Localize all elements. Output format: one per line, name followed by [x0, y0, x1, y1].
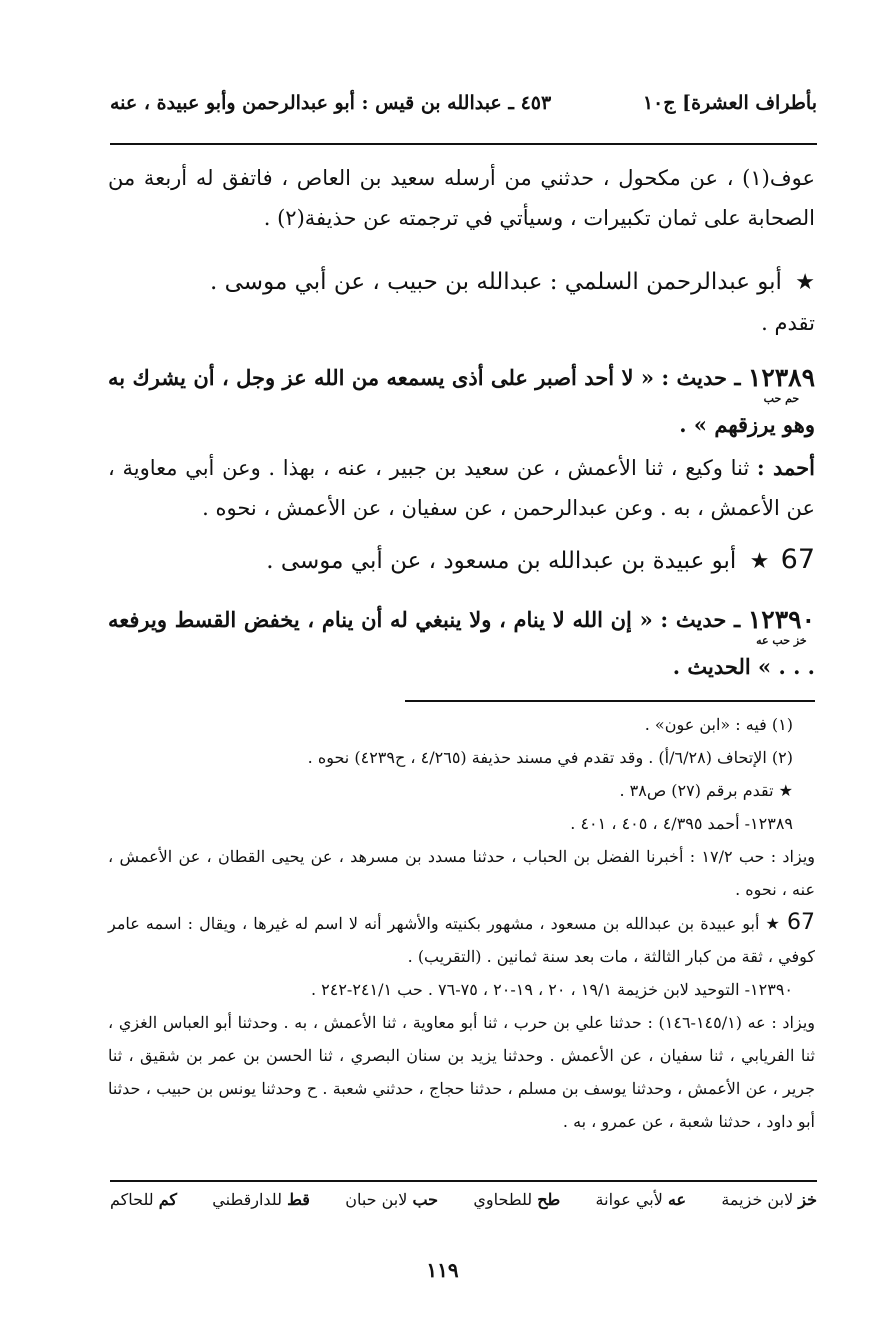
- legend-item: عه لأبي عوانة: [595, 1190, 687, 1209]
- hadith-number-block: [748, 358, 815, 405]
- header-rule: [110, 143, 817, 145]
- source-abbreviations: حم حب: [763, 392, 800, 405]
- footnote-2: (٢) الإتحاف (٦/٢٨/أ) . وقد تقدم في مسند حذيفة (٤/٢٦٥ ، ح٤٢٣٩) نحوه .: [307, 748, 793, 767]
- narrator-text: أبو عبيدة بن عبدالله بن مسعود ، عن أبي موسى .: [266, 548, 737, 574]
- hadith-label: ـ حديث :: [661, 365, 741, 390]
- hadith-number-block: [748, 600, 815, 647]
- page-number: ١١٩: [426, 1258, 459, 1282]
- legend-item: قط للدارقطني: [212, 1190, 310, 1209]
- footnote-5: ويزاد : حب ١٧/٢ : أخبرنا الفضل بن الحباب ، حدثنا مسدد بن مسرهد ، عن يحيى القطان ، عن الأعمش ، عنه ، نحوه .: [108, 847, 815, 899]
- narrator-note: تقدم .: [761, 311, 815, 335]
- footnote-8: ويزاد : عه (١٤٥/١-١٤٦) : حدثنا علي بن حرب ، ثنا أبو معاوية ، ثنا الأعمش ، به . وحدثنا أبو العباس الغزي ، ثنا الفريابي ، ثنا سفيان ، عن الأعمش . وحدثنا يزيد بن سنان البصري ، ثنا الحسن بن عمر بن شقيق ، ثنا جرير ، عن الأعمش ، وحدثنا يوسف بن مسلم ، حدثنا حجاج ، حدثني شعبة . ح وحدثنا يونس بن حبيب ، حدثنا أبو داود ، حدثنا شعبة ، عن عمرو ، به .: [108, 1013, 816, 1131]
- hadith-number: ١٢٣٩٠: [747, 605, 816, 634]
- header-volume: بأطراف العشرة] ج١٠: [642, 92, 817, 114]
- hadith-entry-12389: [108, 358, 815, 445]
- abbreviation-legend: [110, 1190, 817, 1209]
- footnote-3: ★ تقدم برقم (٢٧) ص٣٨ .: [619, 781, 793, 800]
- legend-item: كم للحاكم: [110, 1190, 177, 1209]
- source-name: أحمد :: [756, 455, 815, 480]
- footnote-4: ١٢٣٨٩- أحمد ٤/٣٩٥ ، ٤٠٥ ، ٤٠١ .: [570, 814, 793, 833]
- footnote-1: (١) فيه : «ابن عون» .: [644, 715, 793, 734]
- footnote-6-text: ★ أبو عبيدة بن عبدالله بن مسعود ، مشهور بكنيته والأشهر أنه لا اسم له غيرها ، ويقال : اسمه عامر كوفي ، ثقة من كبار الثالثة ، مات بعد سنة ثمانين . (التقريب) .: [108, 914, 815, 966]
- footnotes: [108, 708, 815, 1138]
- source-abbreviations: خز حب عه: [756, 634, 807, 647]
- header-chapter: ٤٥٣ ـ عبدالله بن قيس : أبو عبدالرحمن وأبو عبيدة ، عنه: [110, 92, 552, 114]
- hadith-entry-12390: [108, 600, 815, 687]
- hadith-text: « إن الله لا ينام ، ولا ينبغي له أن ينام ، يخفض القسط ويرفعه . . . » الحديث .: [108, 607, 815, 679]
- footnote-entry-number: 67: [787, 910, 815, 935]
- star-icon: ★: [749, 549, 770, 574]
- narrator-entry: [108, 262, 815, 343]
- legend-item: خز لابن خزيمة: [721, 1190, 817, 1209]
- hadith-label: ـ حديث :: [660, 607, 741, 632]
- footnote-rule: [405, 700, 815, 702]
- isnad-text: ثنا وكيع ، ثنا الأعمش ، عن سعيد بن جبير ، عنه ، بهذا . وعن أبي معاوية ، عن الأعمش ، به . وعن عبدالرحمن ، عن سفيان ، عن الأعمش ، نحوه .: [108, 456, 815, 520]
- narrator-text: أبو عبدالرحمن السلمي : عبدالله بن حبيب ، عن أبي موسى .: [210, 269, 782, 295]
- legend-item: حب لابن حبان: [345, 1190, 439, 1209]
- entry-number: 67: [780, 544, 815, 575]
- footnote-6: [108, 906, 815, 973]
- legend-item: طح للطحاوي: [473, 1190, 561, 1209]
- isnad-paragraph: [108, 448, 815, 528]
- paragraph-continuation: عوف(١) ، عن مكحول ، حدثني من أرسله سعيد بن العاص ، فاتفق له أربعة من الصحابة على ثمان تكبيرات ، وسيأتي في ترجمته عن حذيفة(٢) .: [108, 166, 815, 230]
- hadith-text: « لا أحد أصبر على أذى يسمعه من الله عز وجل ، أن يشرك به وهو يرزقهم » .: [108, 365, 815, 437]
- legend-rule: [110, 1180, 817, 1182]
- footnote-7: ١٢٣٩٠- التوحيد لابن خزيمة ١٩/١ ، ٢٠ ، ١٩-٢٠ ، ٧٥-٧٦ . حب ٢٤١/١-٢٤٢ .: [310, 980, 793, 999]
- hadith-number: ١٢٣٨٩: [747, 363, 816, 392]
- narrator-entry-67: [108, 540, 815, 582]
- star-icon: ★: [795, 270, 815, 295]
